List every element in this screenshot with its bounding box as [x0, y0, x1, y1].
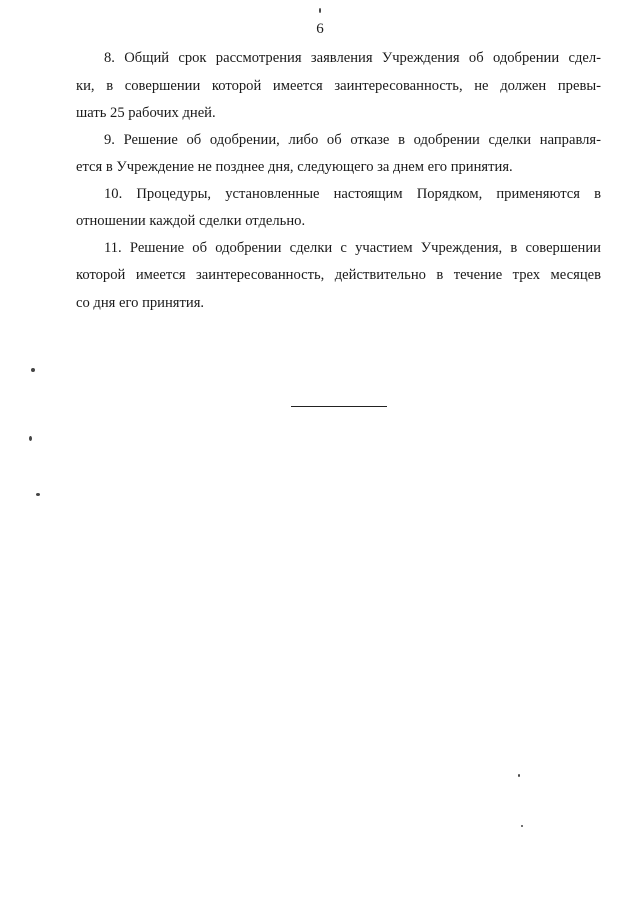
scan-speck	[31, 368, 35, 372]
scan-speck	[36, 493, 40, 496]
paragraph-line: шать 25 рабочих дней.	[76, 105, 216, 121]
paragraph-line: 8. Общий срок рассмотрения заявления Учреждения об одобрении сдел-	[104, 50, 601, 66]
paragraph-line: со дня его принятия.	[76, 295, 205, 311]
paragraph-line: 10. Процедуры, установленные настоящим Порядком, применяются в	[104, 186, 601, 202]
page-number: 6	[316, 21, 324, 37]
paragraph-line: 11. Решение об одобрении сделки с участием Учреждения, в совершении	[104, 240, 601, 256]
paragraph-line: которой имеется заинтересованность, действительно в течение трех месяцев	[76, 267, 601, 283]
paragraph-line: ки, в совершении которой имеется заинтересованность, не должен превы-	[76, 78, 601, 94]
scan-speck	[521, 825, 523, 827]
paragraph-line: 9. Решение об одобрении, либо об отказе в одобрении сделки направля-	[104, 132, 601, 148]
paragraph-line: отношении каждой сделки отдельно.	[76, 213, 306, 229]
paragraph-line: ется в Учреждение не позднее дня, следующего за днем его принятия.	[76, 159, 513, 175]
scan-speck	[29, 436, 32, 441]
scan-speck	[319, 8, 321, 13]
end-divider-line	[291, 406, 387, 407]
scan-speck	[518, 774, 520, 777]
